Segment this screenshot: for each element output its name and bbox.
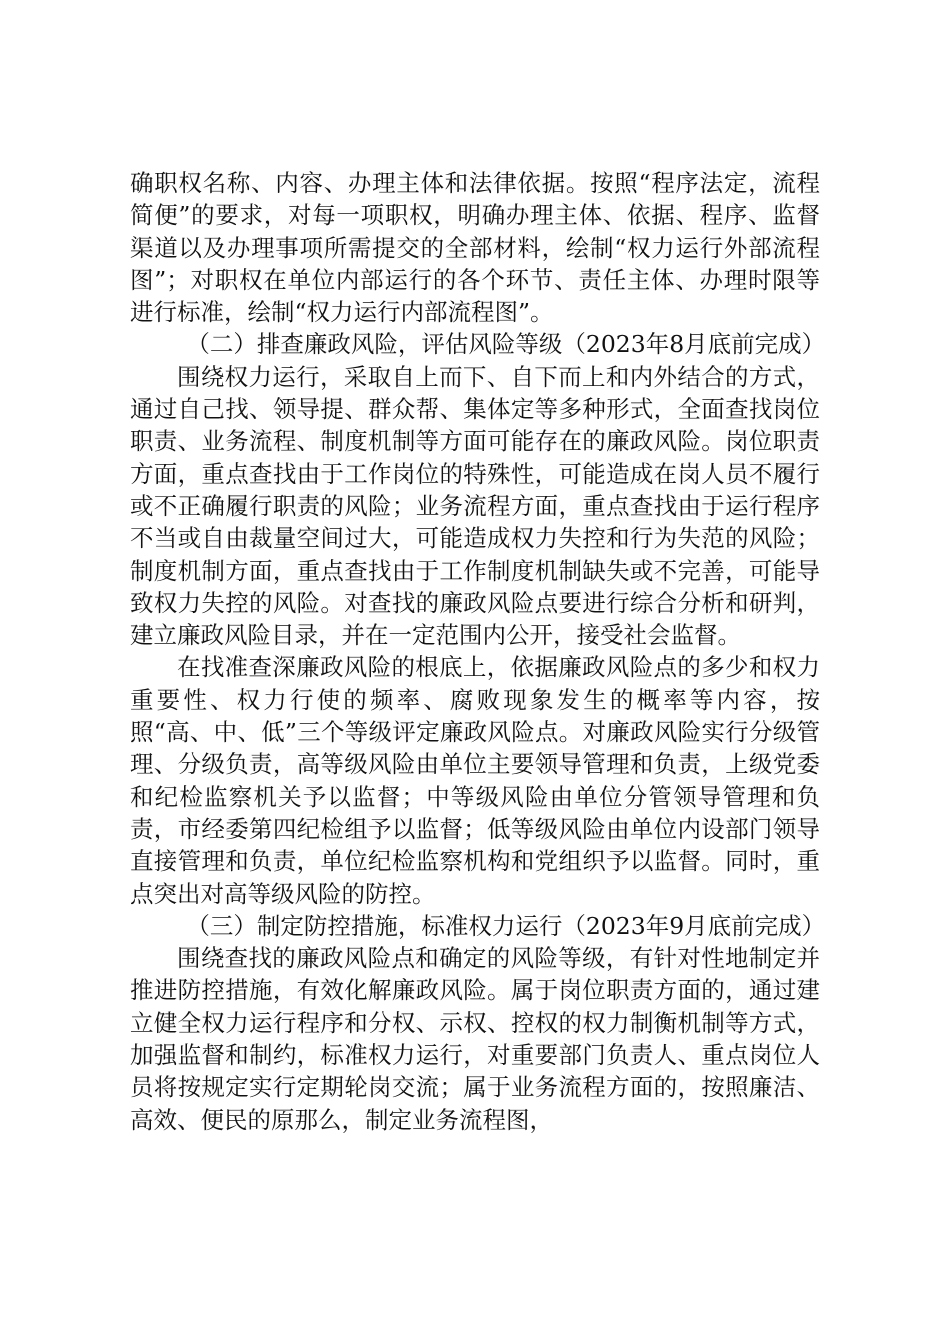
paragraph-powers-flowchart: 确职权名称、内容、办理主体和法律依据。按照“程序法定，流程简便”的要求，对每一项职权，明确办理主体、依据、程序、监督渠道以及办理事项所需提交的全部材料，绘制“权力运行外部流程图”；对职权在单位内部运行的各个环节、责任主体、办理时限等进行标准，绘制“权力运行内部流程图”。 — [130, 169, 820, 327]
paragraph-risk-identification: 围绕权力运行，采取自上而下、自下而上和内外结合的方式，通过自己找、领导提、群众帮、集体定等多种形式，全面查找岗位职责、业务流程、制度机制等方面可能存在的廉政风险。岗位职责方面，重点查找由于工作岗位的特殊性，可能造成在岗人员不履行或不正确履行职责的风险；业务流程方面，重点查找由于运行程序不当或自由裁量空间过大，可能造成权力失控和行为失范的风险；制度机制方面，重点查找由于工作制度机制缺失或不完善，可能导致权力失控的风险。对查找的廉政风险点要进行综合分析和研判，建立廉政风险目录，并在一定范围内公开，接受社会监督。 — [130, 362, 820, 650]
document-body — [130, 167, 826, 1136]
paragraph-prevention-measures: 围绕查找的廉政风险点和确定的风险等级，有针对性地制定并推进防控措施，有效化解廉政风险。属于岗位职责方面的，通过建立健全权力运行程序和分权、示权、控权的权力制衡机制等方式，加强监督和制约，标准权力运行，对重要部门负责人、重点岗位人员将按规定实行定期轮岗交流；属于业务流程方面的，按照廉洁、高效、便民的原那么，制定业务流程图， — [130, 944, 820, 1134]
section-heading-2: （二）排查廉政风险，评估风险等级（2023年8月底前完成） — [186, 330, 826, 359]
paragraph-risk-grading: 在找准查深廉政风险的根底上，依据廉政风险点的多少和权力重要性、权力行使的频率、腐败现象发生的概率等内容，按照“高、中、低”三个等级评定廉政风险点。对廉政风险实行分级管理、分级负责，高等级风险由单位主要领导管理和负责，上级党委和纪检监察机关予以监督；中等级风险由单位分管领导管理和负责，市经委第四纪检组予以监督；低等级风险由单位内设部门领导直接管理和负责，单位纪检监察机构和党组织予以监督。同时，重点突出对高等级风险的防控。 — [130, 653, 820, 908]
section-heading-3: （三）制定防控措施，标准权力运行（2023年9月底前完成） — [186, 911, 826, 940]
